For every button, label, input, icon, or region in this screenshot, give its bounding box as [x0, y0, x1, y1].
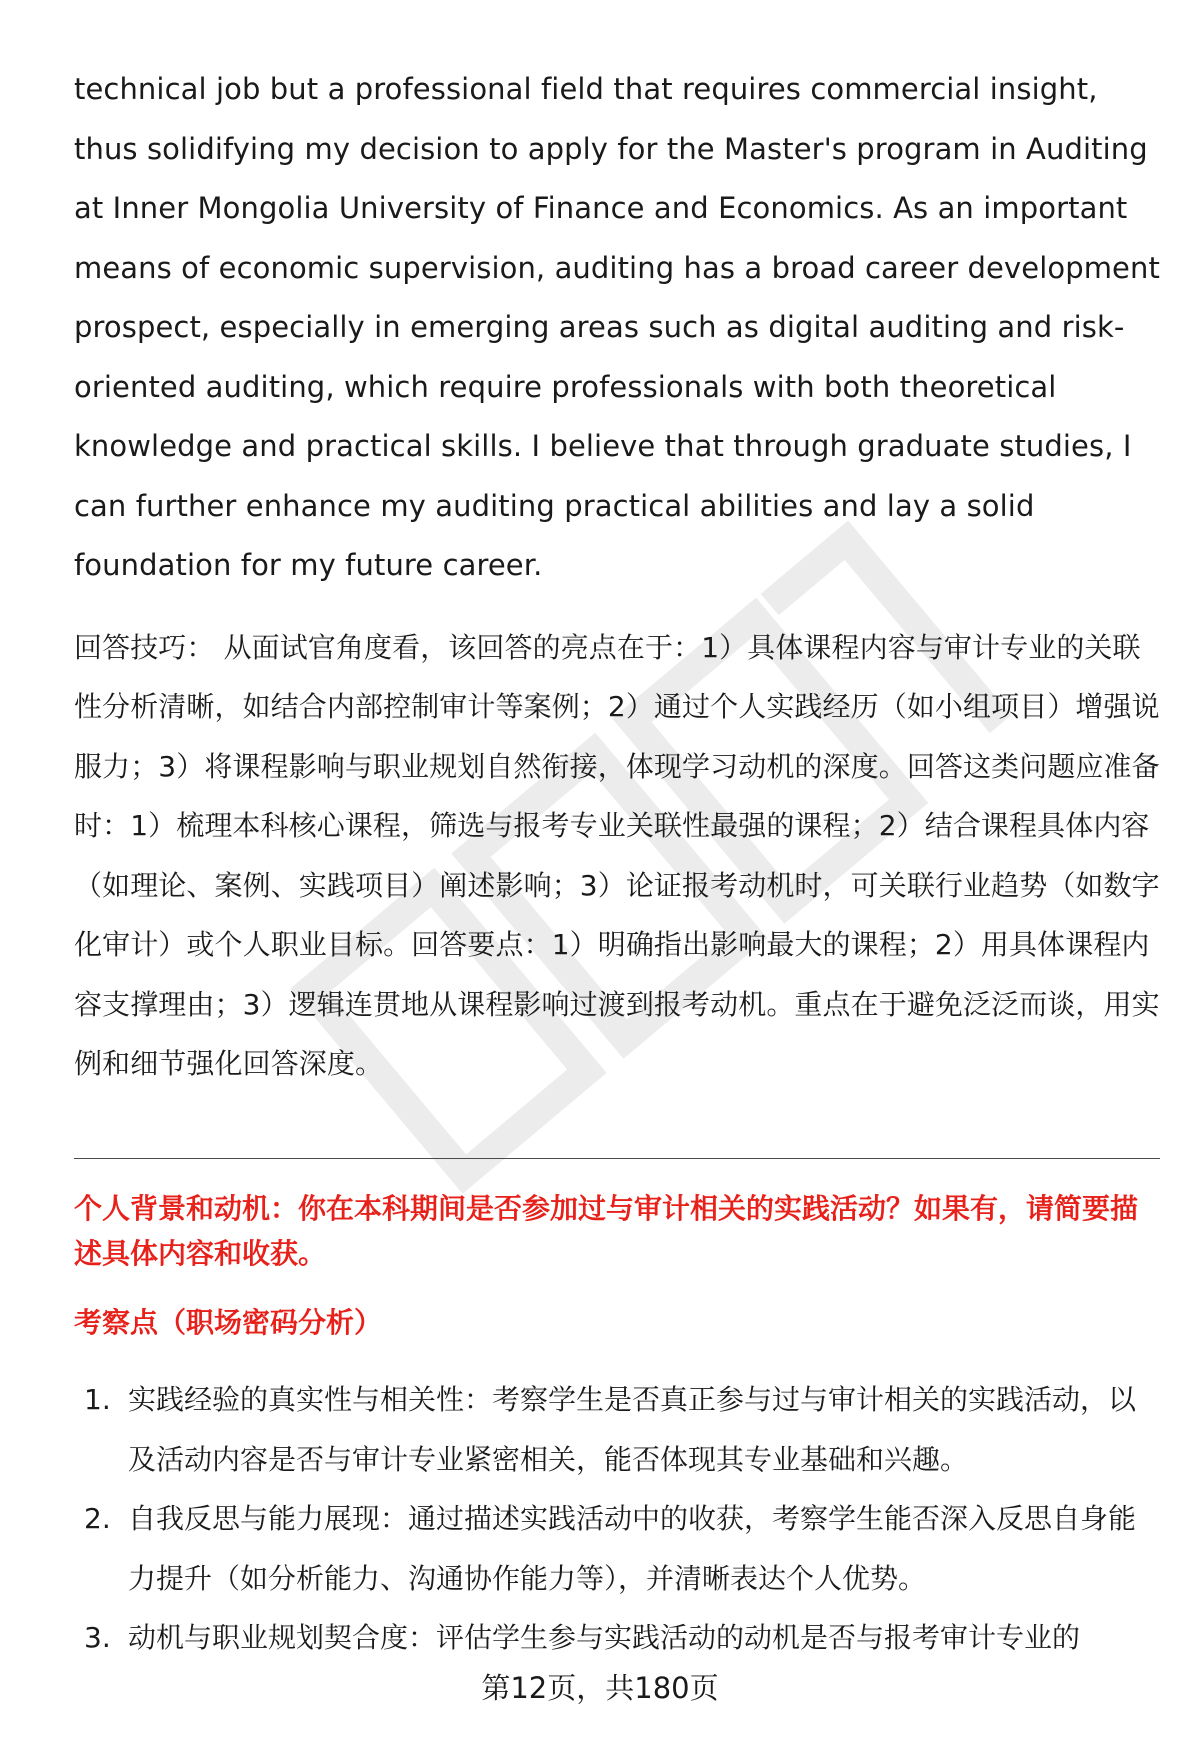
- list-item-number: 2.: [84, 1502, 111, 1535]
- list-item-text: 自我反思与能力展现：通过描述实践活动中的收获，考察学生能否深入反思自身能力提升（如分析能力、沟通协作能力等），并清晰表达个人优势。: [128, 1502, 1137, 1595]
- answer-tips-paragraph: 回答技巧： 从面试官角度看，该回答的亮点在于：1）具体课程内容与审计专业的关联性分析清晰，如结合内部控制审计等案例；2）通过个人实践经历（如小组项目）增强说服力；3）将课程影响与职业规划自然衔接，体现学习动机的深度。回答这类问题应准备时：1）梳理本科核心课程，筛选与报考专业关联性最强的课程；2）结合课程具体内容（如理论、案例、实践项目）阐述影响；3）论证报考动机时，可关联行业趋势（如数字化审计）或个人职业目标。回答要点：1）明确指出影响最大的课程；2）用具体课程内容支撑理由；3）逻辑连贯地从课程影响过渡到报考动机。重点在于避免泛泛而谈，用实例和细节强化回答深度。: [74, 630, 1160, 1080]
- list-item: [74, 1370, 1160, 1489]
- document-body: [74, 60, 1160, 1094]
- list-item-number: 3.: [84, 1621, 111, 1654]
- list-item-text: 实践经验的真实性与相关性：考察学生是否真正参与过与审计相关的实践活动，以及活动内容是否与审计专业紧密相关，能否体现其专业基础和兴趣。: [128, 1383, 1137, 1476]
- intro-paragraph: technical job but a professional field that requires commercial insight, thus solidifying my decision to apply for the Master's program in Auditing at Inner Mongolia University of Finance and Economics. As an important means of economic supervision, auditing has a broad career development prospect, especially in emerging areas such as digital auditing and risk-oriented auditing, which require professionals with both theoretical knowledge and practical skills. I believe that through graduate studies, I can further enhance my auditing practical abilities and lay a solid foundation for my future career.: [74, 72, 1160, 582]
- assessment-points-list: [74, 1370, 1160, 1668]
- list-item: [74, 1489, 1160, 1608]
- section-title: 考察点（职场密码分析）: [74, 1306, 383, 1339]
- section-divider: [74, 1158, 1160, 1159]
- list-item: [74, 1608, 1160, 1668]
- interview-question: 个人背景和动机：你在本科期间是否参加过与审计相关的实践活动？如果有，请简要描述具体内容和收获。: [74, 1192, 1139, 1270]
- page-number-footer: 第12页，共180页: [481, 1671, 719, 1705]
- list-item-number: 1.: [84, 1383, 111, 1416]
- list-item-text: 动机与职业规划契合度：评估学生参与实践活动的动机是否与报考审计专业的: [128, 1621, 1081, 1654]
